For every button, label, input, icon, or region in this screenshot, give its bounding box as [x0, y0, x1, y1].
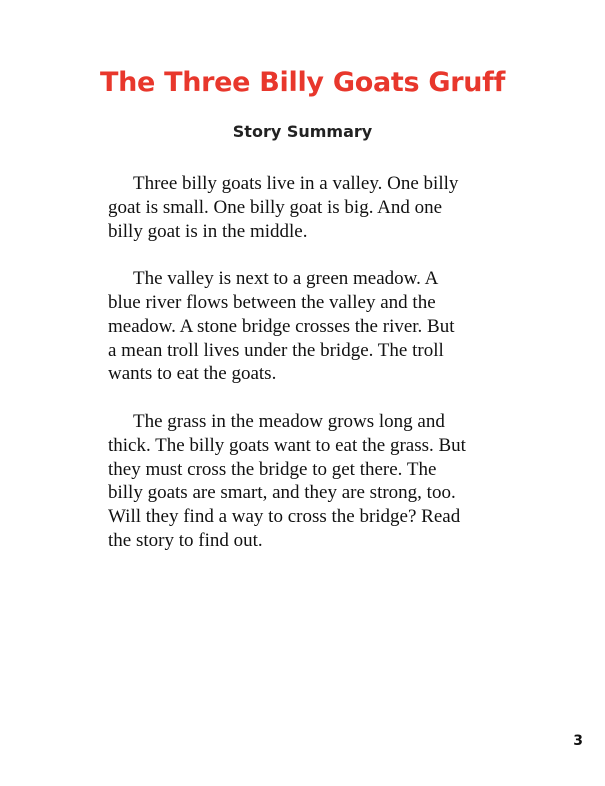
text-line: the story to find out. — [108, 529, 263, 551]
text-line: blue river flows between the valley and the — [108, 291, 436, 313]
text-line: Will they find a way to cross the bridge? Read — [108, 506, 461, 528]
text-line: a mean troll lives under the bridge. The troll — [108, 339, 444, 361]
section-heading: Story Summary — [232, 122, 373, 141]
text-line: they must cross the bridge to get there. The — [108, 458, 437, 480]
text-line: The valley is next to a green meadow. A — [133, 268, 439, 290]
story-title: The Three Billy Goats Gruff — [99, 67, 506, 98]
text-line: Three billy goats live in a valley. One billy — [133, 173, 459, 194]
paragraph-3 — [108, 410, 518, 553]
text-line: thick. The billy goats want to eat the grass. But — [108, 434, 466, 456]
text-line: The grass in the meadow grows long and — [133, 410, 445, 432]
paragraph-1 — [108, 172, 518, 243]
text-line: billy goat is in the middle. — [108, 220, 308, 242]
page-number: 3 — [573, 733, 583, 749]
text-line: goat is small. One billy goat is big. And one — [108, 196, 443, 218]
text-line: billy goats are smart, and they are strong, too. — [108, 482, 456, 504]
text-line: wants to eat the goats. — [108, 363, 277, 385]
story-summary-body — [108, 172, 518, 577]
paragraph-2 — [108, 267, 518, 386]
text-line: meadow. A stone bridge crosses the river. But — [108, 315, 455, 337]
